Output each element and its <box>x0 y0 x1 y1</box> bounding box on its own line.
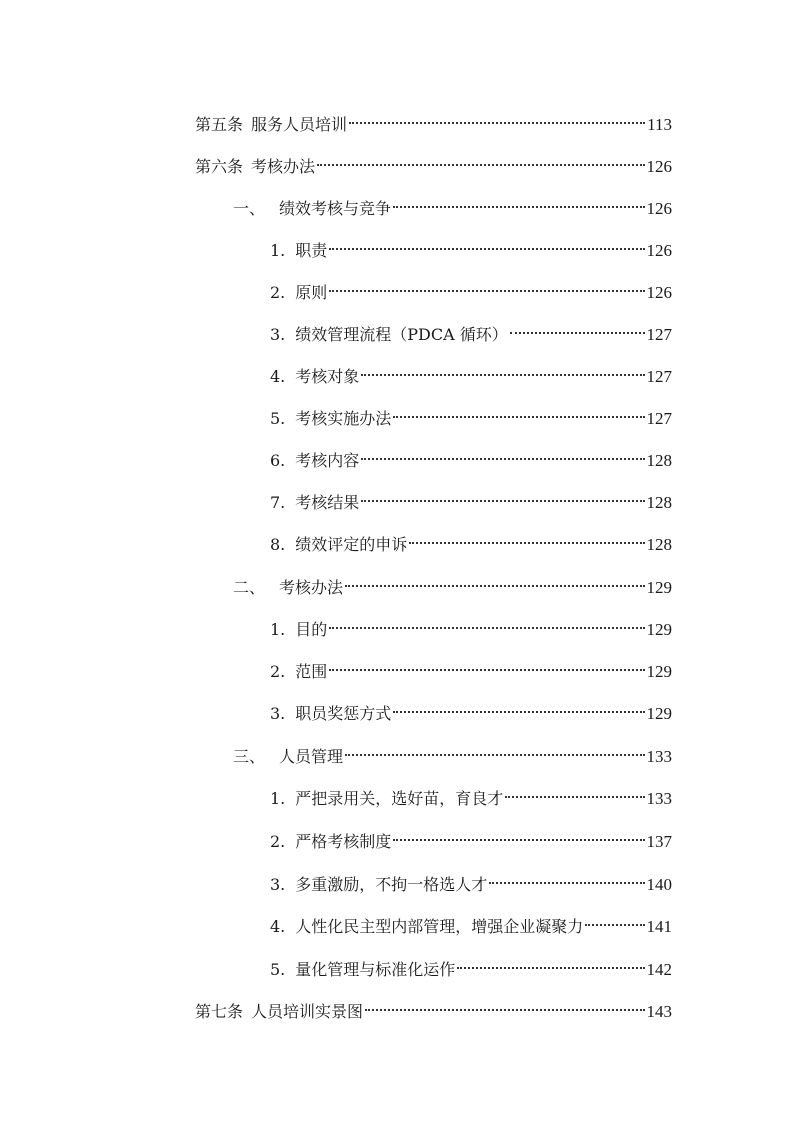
toc-entry-title: 考核结果 <box>295 493 360 512</box>
toc-entry-title: 人员培训实景图 <box>251 1002 364 1021</box>
dot-leader <box>317 148 644 172</box>
toc-entry-title: 考核实施办法 <box>295 409 392 428</box>
dot-leader <box>345 569 644 593</box>
dot-leader <box>361 442 644 466</box>
toc-entry-prefix: 1. <box>270 620 286 639</box>
toc-entry-prefix: 三、 <box>233 747 266 766</box>
toc-entry-title: 考核办法 <box>279 578 344 597</box>
toc-entry-page-number: 127 <box>646 325 672 344</box>
toc-entry-subsection[interactable] <box>270 780 672 808</box>
toc-entry-subsection[interactable] <box>270 274 672 302</box>
toc-entry-title: 职员奖惩方式 <box>295 704 392 723</box>
toc-entry-prefix: 6. <box>270 451 286 470</box>
dot-leader <box>457 951 644 975</box>
toc-entry-title: 人员管理 <box>279 747 344 766</box>
toc-entry-title: 考核内容 <box>295 451 360 470</box>
toc-entry-article-7[interactable] <box>195 993 672 1021</box>
toc-entry-prefix: 1. <box>270 241 286 260</box>
toc-entry-page-number: 113 <box>647 115 672 134</box>
toc-entry-page-number: 126 <box>646 283 672 302</box>
toc-entry-prefix: 3. <box>270 325 286 344</box>
toc-entry-prefix: 第七条 <box>195 1002 244 1021</box>
toc-entry-page-number: 133 <box>646 789 672 808</box>
toc-entry-title: 目的 <box>295 620 328 639</box>
toc-entry-prefix: 5. <box>270 960 286 979</box>
toc-entry-prefix: 1. <box>270 789 286 808</box>
dot-leader <box>393 400 644 424</box>
toc-entry-subsection[interactable] <box>270 951 672 979</box>
toc-entry-page-number: 129 <box>646 620 672 639</box>
toc-entry-page-number: 142 <box>646 960 672 979</box>
toc-entry-subsection[interactable] <box>270 866 672 894</box>
toc-entry-page-number: 129 <box>646 578 672 597</box>
toc-entry-prefix: 7. <box>270 493 286 512</box>
toc-entry-subsection[interactable] <box>270 442 672 470</box>
dot-leader <box>329 232 644 256</box>
toc-entry-page-number: 137 <box>646 832 672 851</box>
toc-entry-article-6[interactable] <box>195 148 672 176</box>
toc-entry-prefix: 二、 <box>233 578 266 597</box>
toc-entry-prefix: 4. <box>270 367 286 386</box>
toc-entry-page-number: 126 <box>646 199 672 218</box>
dot-leader <box>505 780 644 804</box>
toc-entry-subsection[interactable] <box>270 611 672 639</box>
toc-entry-prefix: 4. <box>270 917 286 936</box>
toc-entry-page-number: 128 <box>646 451 672 470</box>
toc-entry-prefix: 8. <box>270 535 286 554</box>
dot-leader <box>393 695 644 719</box>
toc-entry-title: 严格考核制度 <box>295 832 392 851</box>
toc-entry-title: 量化管理与标准化运作 <box>295 960 456 979</box>
toc-entry-subsection[interactable] <box>270 823 672 851</box>
toc-entry-page-number: 133 <box>646 747 672 766</box>
toc-entry-article-5[interactable] <box>195 106 672 134</box>
dot-leader <box>489 866 644 890</box>
toc-entry-prefix: 3. <box>270 704 286 723</box>
toc-entry-prefix: 5. <box>270 409 286 428</box>
toc-entry-prefix: 第五条 <box>195 115 244 134</box>
toc-entry-subsection[interactable] <box>270 358 672 386</box>
toc-entry-page-number: 126 <box>646 157 672 176</box>
toc-entry-page-number: 140 <box>646 875 672 894</box>
toc-entry-page-number: 128 <box>646 535 672 554</box>
toc-entry-prefix: 2. <box>270 662 286 681</box>
dot-leader <box>361 358 644 382</box>
toc-entry-prefix: 2. <box>270 283 286 302</box>
dot-leader <box>585 908 644 932</box>
toc-entry-page-number: 141 <box>646 917 672 936</box>
toc-entry-title: 考核办法 <box>251 157 316 176</box>
toc-entry-title: 职责 <box>295 241 328 260</box>
toc-entry-title: 考核对象 <box>295 367 360 386</box>
toc-entry-section-2[interactable] <box>233 569 672 597</box>
toc-entry-prefix: 3. <box>270 875 286 894</box>
dot-leader <box>329 274 644 298</box>
toc-entry-title: 服务人员培训 <box>251 115 348 134</box>
toc-entry-title: 人性化民主型内部管理，增强企业凝聚力 <box>295 917 584 936</box>
toc-entry-title: 绩效评定的申诉 <box>295 535 408 554</box>
dot-leader <box>349 106 645 130</box>
dot-leader <box>409 526 644 550</box>
toc-entry-page-number: 143 <box>646 1002 672 1021</box>
toc-entry-subsection[interactable] <box>270 316 672 344</box>
toc-entry-subsection[interactable] <box>270 232 672 260</box>
toc-entry-title: 绩效考核与竞争 <box>279 199 392 218</box>
toc-entry-page-number: 126 <box>646 241 672 260</box>
toc-entry-subsection[interactable] <box>270 695 672 723</box>
toc-entry-page-number: 127 <box>646 367 672 386</box>
toc-entry-page-number: 127 <box>646 409 672 428</box>
toc-entry-title: 范围 <box>295 662 328 681</box>
toc-entry-subsection[interactable] <box>270 908 672 936</box>
toc-entry-page-number: 129 <box>646 704 672 723</box>
dot-leader <box>365 993 644 1017</box>
toc-entry-subsection[interactable] <box>270 653 672 681</box>
toc-entry-subsection[interactable] <box>270 400 672 428</box>
toc-entry-prefix: 第六条 <box>195 157 244 176</box>
toc-entry-page-number: 128 <box>646 493 672 512</box>
dot-leader <box>329 653 644 677</box>
dot-leader <box>393 823 644 847</box>
dot-leader <box>345 738 644 762</box>
toc-entry-title: 多重激励，不拘一格选人才 <box>295 875 488 894</box>
dot-leader <box>329 611 644 635</box>
toc-entry-subsection[interactable] <box>270 484 672 512</box>
dot-leader <box>393 190 644 214</box>
toc-entry-title: 严把录用关，选好苗，育良才 <box>295 789 504 808</box>
toc-entry-title: 绩效管理流程（PDCA 循环） <box>295 325 508 344</box>
toc-entry-page-number: 129 <box>646 662 672 681</box>
dot-leader <box>510 316 645 340</box>
toc-entry-section-1[interactable] <box>233 190 672 218</box>
toc-entry-section-3[interactable] <box>233 738 672 766</box>
toc-entry-prefix: 2. <box>270 832 286 851</box>
toc-entry-prefix: 一、 <box>233 199 266 218</box>
toc-entry-subsection[interactable] <box>270 526 672 554</box>
toc-entry-title: 原则 <box>295 283 328 302</box>
dot-leader <box>361 484 644 508</box>
